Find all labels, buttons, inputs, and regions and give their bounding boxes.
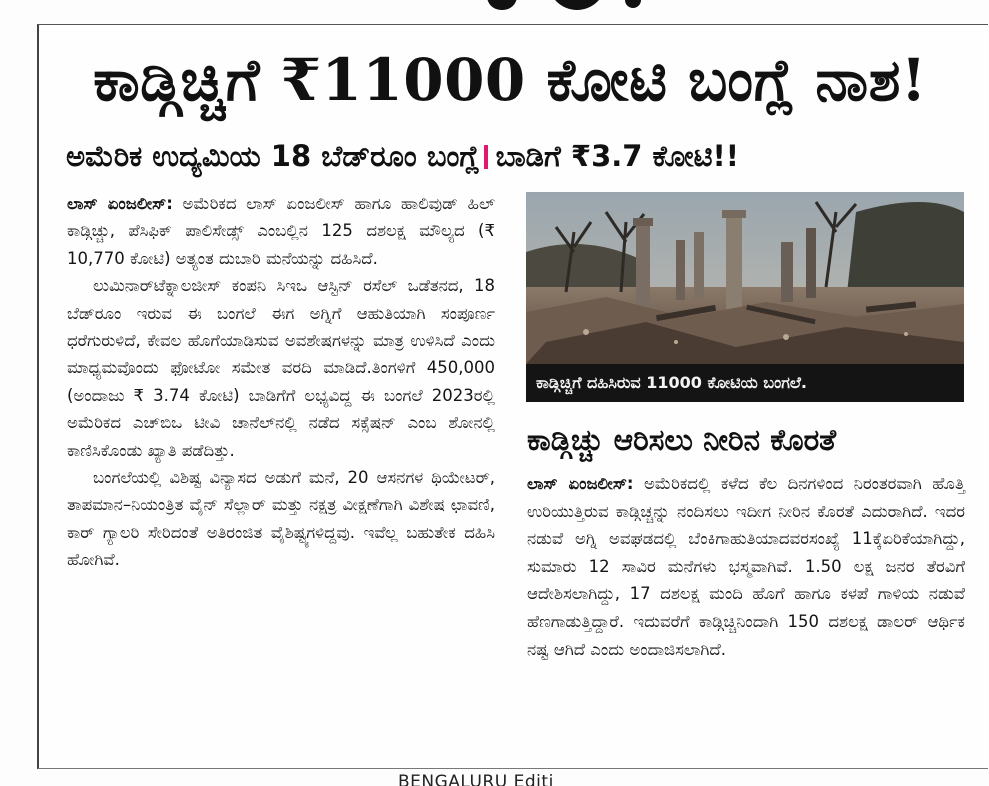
main-article-p1-text: ಅಮೆರಿಕದ ಲಾಸ್ ಏಂಜಲೀಸ್ ಹಾಗೂ ಹಾಲಿವುಡ್ ಹಿಲ್ ಕಾಡ್ಗಿಚ್ಚು, ಪೆಸಿಫಿಕ್ ಪಾಲಿಸೇಡ್ಸ್ ಎಂಬಲ್ಲಿನ 125 ದಶಲಕ್ಷ ಮೌಲ್ಯದ (₹ 10,770 ಕೋಟಿ) ಅತ್ಯಂತ ದುಬಾರಿ ಮನೆಯನ್ನು ದಹಿಸಿದೆ. — [67, 194, 495, 268]
main-headline: ಕಾಡ್ಗಿಚ್ಚಿಗೆ ₹11000 ಕೋಟಿ ಬಂಗ್ಲೆ ನಾಶ! — [93, 46, 927, 114]
second-article-dateline: ಲಾಸ್ ಏಂಜಲೀಸ್: — [527, 474, 634, 493]
masthead-fragment — [0, 0, 989, 22]
main-article-paragraph-1 — [67, 190, 495, 272]
main-article-paragraph-2: ಲುಮಿನಾರ್‌ಟೆಕ್ನಾಲಜೀಸ್ ಕಂಪನಿ ಸಿಇಒ ಆಸ್ಟಿನ್ ರಸೆಲ್ ಒಡೆತನದ, 18 ಬೆಡ್‌ರೂಂ ಇರುವ ಈ ಬಂಗಲೆ ಈಗ ಅಗ್ನಿಗೆ ಆಹುತಿಯಾಗಿ ಸಂಪೂರ್ಣ ಧರೆಗುರುಳಿದೆ, ಕೇವಲ ಹೊಗೆಯಾಡಿಸುವ ಅವಶೇಷಗಳನ್ನು ಮಾತ್ರ ಉಳಿಸಿದೆ ಎಂದು ಮಾಧ್ಯಮವೊಂದು ಫೋಟೋ ಸಮೇತ ವರದಿ ಮಾಡಿದೆ.ತಿಂಗಳಿಗೆ 450,000 (ಅಂದಾಜು ₹ 3.74 ಕೋಟಿ) ಬಾಡಿಗೆಗೆ ಲಭ್ಯವಿದ್ದ ಈ ಬಂಗಲೆ 2023ರಲ್ಲಿ ಅಮೆರಿಕದ ಎಚ್‌ಬಿಒ ಟೀವಿ ಚಾನೆಲ್‌ನಲ್ಲಿ ನಡೆದ ಸಕ್ಸೆಷನ್ ಎಂಬ ಶೋನಲ್ಲಿ ಕಾಣಿಸಿಕೊಂಡು ಖ್ಯಾತಿ ಪಡೆದಿತ್ತು. — [67, 276, 495, 460]
sub-headline-part2: ಬಾಡಿಗೆ ₹3.7 ಕೋಟಿ!! — [495, 139, 739, 173]
second-article-text: ಅಮೆರಿಕದಲ್ಲಿ ಕಳೆದ ಕೆಲ ದಿನಗಳಿಂದ ನಿರಂತರವಾಗಿ ಹೊತ್ತಿ ಉರಿಯುತ್ತಿರುವ ಕಾಡ್ಗಿಚ್ಚನ್ನು ನಂದಿಸಲು ಇದೀಗ ನೀರಿನ ಕೊರತೆ ಎದುರಾಗಿದೆ. ಇದರ ನಡುವೆ ಅಗ್ನಿ ಅವಘಡದಲ್ಲಿ ಬೆಂಕಿಗಾಹುತಿಯಾದವರಸಂಖ್ಯೆ 11ಕ್ಕೆಏರಿಕೆಯಾಗಿದ್ದು, ಸುಮಾರು 12 ಸಾವಿರ ಮನೆಗಳು ಭಸ್ಮವಾಗಿವೆ. 1.50 ಲಕ್ಷ ಜನರ ತೆರವಿಗೆ ಆದೇಶಿಸಲಾಗಿದ್ದು, 17 ದಶಲಕ್ಷ ಮಂದಿ ಹೊಗೆ ಹಾಗೂ ಕಳಪೆ ಗಾಳಿಯ ನಡುವೆ ಹೆಣಗಾಡುತ್ತಿದ್ದಾರೆ. ಇದುವರೆಗೆ ಕಾಡ್ಗಿಚ್ಚಿನಿಂದಾಗಿ 150 ದಶಲಕ್ಷ ಡಾಲರ್ ಆರ್ಥಿಕ ನಷ್ಟ ಆಗಿದೆ ಎಂದು ಅಂದಾಜಿಸಲಾಗಿದೆ. — [527, 474, 965, 659]
main-article-paragraph-3: ಬಂಗಲೆಯಲ್ಲಿ ವಿಶಿಷ್ಟ ವಿನ್ಯಾಸದ ಅಡುಗೆ ಮನೆ, 20 ಆಸನಗಳ ಥಿಯೇಟರ್, ತಾಪಮಾನ–ನಿಯಂತ್ರಿತ ವೈನ್ ಸೆಲ್ಲಾರ್ ಮತ್ತು ನಕ್ಷತ್ರ ವೀಕ್ಷಣೆಗಾಗಿ ವಿಶೇಷ ಛಾವಣಿ, ಕಾರ್ ಗ್ಯಾಲರಿ ಸೇರಿದಂತೆ ಅತಿರಂಜಿತ ವೈಶಿಷ್ಟ್ಯಗಳಿದ್ದವು. ಇವೆಲ್ಲ ಬಹುತೇಕ ದಹಿಸಿ ಹೋಗಿವೆ. — [67, 468, 495, 570]
second-article-body — [527, 470, 965, 663]
edition-footer: BENGALURU Editi — [398, 772, 554, 786]
photo-caption: ಕಾಡ್ಗಿಚ್ಚಿಗೆ ದಹಿಸಿರುವ 11000 ಕೋಟಿಯ ಬಂಗಲೆ. — [526, 364, 964, 402]
pipe-divider — [484, 145, 488, 169]
main-article-body — [67, 190, 495, 574]
fire-ruins-photo — [526, 192, 964, 402]
sub-headline-part1: ಅಮೆರಿಕ ಉದ್ಯಮಿಯ 18 ಬೆಡ್‌ರೂಂ ಬಂಗ್ಲೆ — [66, 139, 480, 173]
second-article-paragraph — [527, 470, 965, 663]
second-article-headline: ಕಾಡ್ಗಿಚ್ಚು ಆರಿಸಲು ನೀರಿನ ಕೊರತೆ — [527, 423, 836, 457]
main-article-dateline: ಲಾಸ್ ಏಂಜಲೀಸ್: — [67, 194, 173, 213]
sub-headline — [66, 134, 976, 178]
